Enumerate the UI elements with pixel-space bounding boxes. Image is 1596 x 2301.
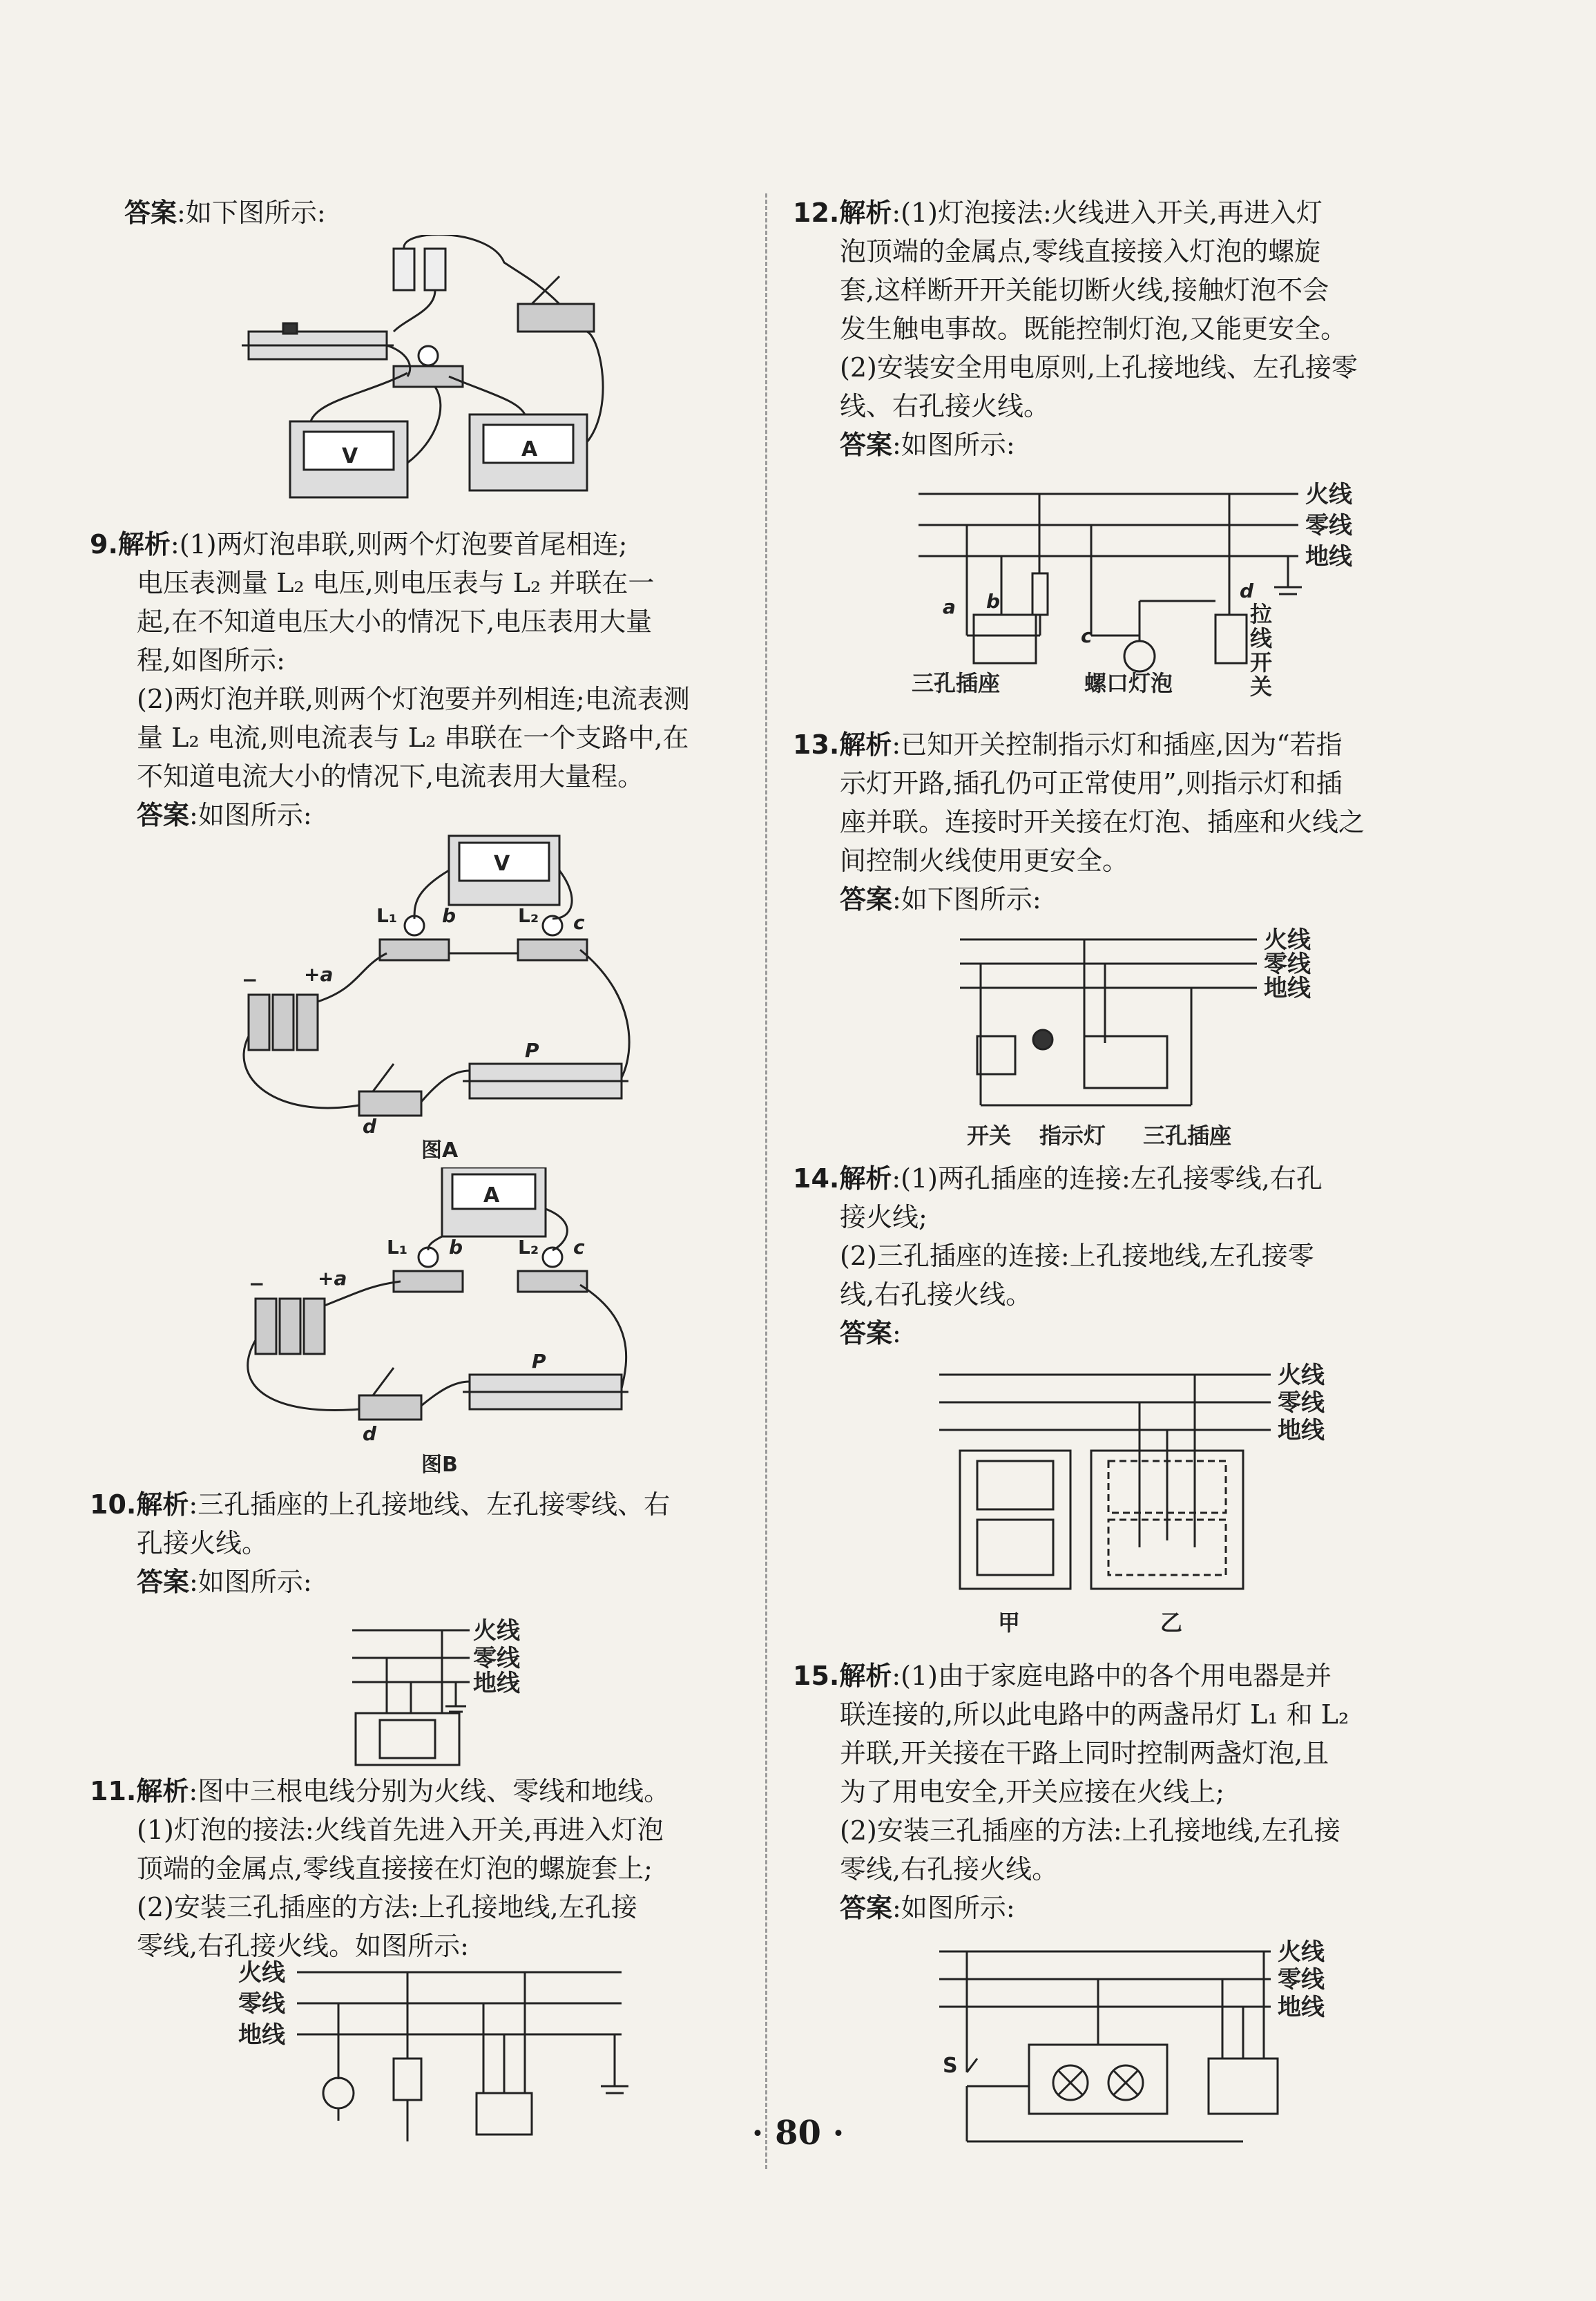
q10-line-1: 10.解析:三孔插座的上孔接地线、左孔接零线、右: [90, 1489, 671, 1520]
fig-a-l1-label: L₁: [376, 904, 398, 927]
q9-answer: 答案:如图所示:: [137, 800, 312, 830]
voltmeter-label: V: [342, 444, 358, 468]
fig-a-minus-label: −: [242, 968, 258, 991]
q14-answer: 答案:: [840, 1318, 901, 1348]
q12-line-1: 12.解析:(1)灯泡接法:火线进入开关,再进入灯: [793, 198, 1323, 228]
circuit-diagram-q8: [228, 235, 615, 511]
figure-a: [221, 829, 635, 1163]
fig-a-plus-a-label: +a: [304, 963, 334, 986]
q12-line-3: 套,这样断开开关能切断火线,接触灯泡不会: [840, 275, 1329, 305]
q12-line-2: 泡顶端的金属点,零线直接接入灯泡的螺旋: [840, 236, 1321, 267]
q9-line-1: 9.解析:(1)两灯泡串联,则两个灯泡要首尾相连;: [90, 529, 628, 560]
q10-neutral-wire-label: 零线: [473, 1645, 520, 1672]
q13-indicator-label: 指示灯: [1039, 1123, 1106, 1149]
q13-answer: 答案:如下图所示:: [840, 884, 1041, 915]
home-circuit-q12: [912, 477, 1367, 712]
fig-a-b-label: b: [442, 904, 456, 927]
figure-q14: [939, 1354, 1354, 1647]
circuit-diagram-a: [221, 829, 635, 1161]
figure-a-caption: 图A: [421, 1138, 459, 1161]
right-column-q13: [793, 725, 1483, 919]
fig-a-l2-label: L₂: [518, 904, 539, 927]
socket-wiring-q14: [939, 1354, 1354, 1644]
q12-line-4: 发生触电事故。既能控制灯泡,又能更安全。: [840, 314, 1347, 344]
q11-line-5: 零线,右孔接火线。如图所示:: [137, 1931, 469, 1961]
column-divider: [765, 193, 767, 2169]
fig-b-c-label: c: [573, 1236, 585, 1259]
q12-switch-label-1: 拉: [1250, 601, 1273, 627]
figure-q8-circuit: [228, 235, 615, 514]
figure-q13: [960, 926, 1374, 1156]
q9-line-7: 不知道电流大小的情况下,电流表用大量程。: [137, 761, 644, 792]
q15-line-5: (2)安装三孔插座的方法:上孔接地线,左孔接: [840, 1815, 1340, 1846]
q12-bulb-label: 螺口灯泡: [1084, 670, 1173, 696]
q12-c-label: c: [1081, 624, 1093, 647]
q13-ground-wire-label: 地线: [1264, 975, 1311, 1002]
q13-neutral-wire-label: 零线: [1264, 951, 1311, 978]
fig-b-d-label: d: [363, 1422, 377, 1445]
q10-line-2: 孔接火线。: [137, 1528, 269, 1558]
q12-answer: 答案:如图所示:: [840, 430, 1015, 460]
fig-a-c-label: c: [573, 911, 585, 934]
q13-line-1: 13.解析:已知开关控制指示灯和插座,因为“若指: [793, 729, 1343, 760]
q14-line-4: 线,右孔接火线。: [840, 1279, 1032, 1310]
left-column-q10: [90, 1485, 753, 1601]
q14-jia-label: 甲: [998, 1610, 1021, 1636]
q11-line-3: 顶端的金属点,零线直接接在灯泡的螺旋套上;: [137, 1853, 653, 1884]
q14-yi-label: 乙: [1160, 1610, 1183, 1636]
q11-neutral-wire-label: 零线: [238, 1990, 285, 2018]
home-circuit-q13: [960, 926, 1374, 1154]
q15-line-1: 15.解析:(1)由于家庭电路中的各个用电器是并: [793, 1661, 1331, 1691]
figure-b: [221, 1167, 635, 1488]
q14-ground-wire-label: 地线: [1278, 1417, 1325, 1444]
answer-line-top: 答案:如下图所示:: [124, 198, 326, 228]
q14-line-2: 接火线;: [840, 1202, 927, 1232]
q15-line-4: 为了用电安全,开关应接在火线上;: [840, 1777, 1224, 1807]
q11-line-4: (2)安装三孔插座的方法:上孔接地线,左孔接: [137, 1892, 637, 1922]
q10-answer: 答案:如图所示:: [137, 1567, 312, 1597]
fig-a-p-label: P: [525, 1039, 539, 1062]
q14-live-wire-label: 火线: [1278, 1362, 1325, 1389]
figure-b-caption: 图B: [421, 1453, 458, 1477]
right-column-q12: [793, 193, 1483, 464]
q12-a-label: a: [943, 595, 956, 618]
fig-b-b-label: b: [449, 1236, 463, 1259]
q13-socket-label: 三孔插座: [1143, 1123, 1232, 1149]
left-column: [124, 193, 746, 232]
q12-switch-label-4: 关: [1250, 674, 1273, 700]
q10-ground-wire-label: 地线: [473, 1670, 520, 1697]
ammeter-label: A: [521, 437, 538, 461]
q14-line-3: (2)三孔插座的连接:上孔接地线,左孔接零: [840, 1241, 1314, 1271]
q15-line-6: 零线,右孔接火线。: [840, 1854, 1059, 1884]
q9-line-4: 程,如图所示:: [137, 645, 285, 676]
fig-a-voltmeter-label: V: [494, 852, 510, 876]
q15-switch-s-label: S: [943, 2054, 958, 2078]
q12-neutral-wire-label: 零线: [1305, 512, 1352, 540]
left-column-q9: [90, 525, 753, 834]
q12-live-wire-label: 火线: [1305, 481, 1352, 508]
q12-socket-label: 三孔插座: [912, 670, 1001, 696]
q13-live-wire-label: 火线: [1264, 926, 1311, 954]
q9-line-3: 起,在不知道电压大小的情况下,电压表用大量: [137, 607, 653, 637]
fig-b-plus-a-label: +a: [318, 1267, 347, 1290]
fig-b-p-label: P: [532, 1350, 546, 1373]
q15-ground-wire-label: 地线: [1278, 1994, 1325, 2021]
q11-line-1: 11.解析:图中三根电线分别为火线、零线和地线。: [90, 1776, 671, 1806]
socket-wiring-q10: [345, 1603, 552, 1768]
q11-line-2: (1)灯泡的接法:火线首先进入开关,再进入灯泡: [137, 1815, 664, 1845]
q9-line-2: 电压表测量 L₂ 电压,则电压表与 L₂ 并联在一: [137, 568, 655, 598]
right-column-q15: [793, 1656, 1483, 1927]
q12-ground-wire-label: 地线: [1305, 543, 1352, 571]
q11-ground-wire-label: 地线: [238, 2021, 285, 2049]
q9-line-5: (2)两灯泡并联,则两个灯泡要并列相连;电流表测: [137, 684, 690, 714]
fig-b-minus-label: −: [249, 1272, 265, 1295]
fig-b-ammeter-label: A: [483, 1183, 500, 1207]
q15-line-2: 联连接的,所以此电路中的两盏吊灯 L₁ 和 L₂: [840, 1699, 1349, 1730]
q12-d-label: d: [1240, 580, 1254, 602]
q12-line-5: (2)安装安全用电原则,上孔接地线、左孔接零: [840, 352, 1358, 383]
q13-switch-label: 开关: [967, 1123, 1012, 1149]
q14-line-1: 14.解析:(1)两孔插座的连接:左孔接零线,右孔: [793, 1163, 1323, 1194]
q12-switch-label-2: 线: [1250, 625, 1273, 651]
q12-line-6: 线、右孔接火线。: [840, 391, 1050, 421]
q15-line-3: 并联,开关接在干路上同时控制两盏灯泡,且: [840, 1738, 1329, 1768]
q14-neutral-wire-label: 零线: [1278, 1389, 1325, 1417]
q12-switch-label-3: 开: [1250, 649, 1273, 676]
fig-a-d-label: d: [363, 1115, 377, 1138]
left-column-q11: [90, 1772, 753, 1965]
q13-line-4: 间控制火线使用更安全。: [840, 846, 1129, 876]
q9-line-6: 量 L₂ 电流,则电流表与 L₂ 串联在一个支路中,在: [137, 723, 689, 753]
fig-b-l1-label: L₁: [387, 1236, 408, 1259]
fig-b-l2-label: L₂: [518, 1236, 539, 1259]
q12-b-label: b: [986, 590, 1001, 613]
q15-live-wire-label: 火线: [1278, 1938, 1325, 1966]
circuit-diagram-b: [221, 1167, 635, 1485]
figure-q10: [345, 1603, 552, 1771]
q15-neutral-wire-label: 零线: [1278, 1966, 1325, 1994]
q15-answer: 答案:如图所示:: [840, 1893, 1015, 1923]
q13-line-2: 示灯开路,插孔仍可正常使用”,则指示灯和插: [840, 768, 1343, 799]
q13-line-3: 座并联。连接时开关接在灯泡、插座和火线之: [840, 807, 1365, 837]
q10-live-wire-label: 火线: [473, 1617, 520, 1645]
figure-q12: [912, 477, 1367, 714]
right-column-q14: [793, 1159, 1483, 1353]
page-number: · 80 ·: [751, 2114, 845, 2152]
q11-live-wire-label: 火线: [238, 1959, 285, 1987]
